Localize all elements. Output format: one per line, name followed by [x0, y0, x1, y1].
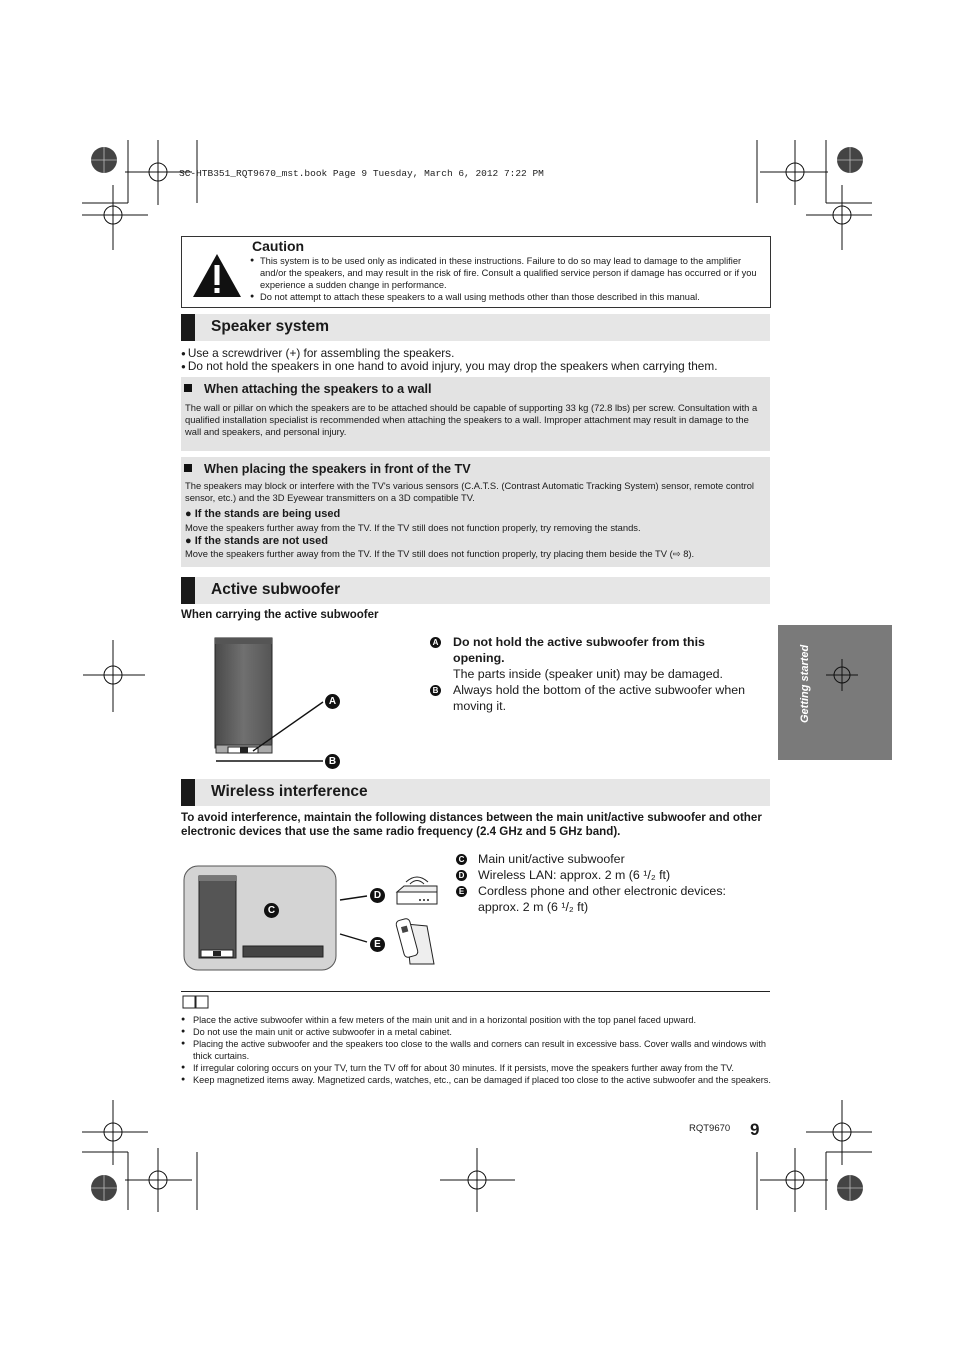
callout-c: C	[264, 903, 279, 918]
note-item: ● Do not use the main unit or active subwoofer in a metal cabinet.	[181, 1026, 771, 1038]
callout-b: B	[325, 754, 340, 769]
tv-placement-box	[181, 457, 770, 567]
wall-attach-box	[181, 377, 770, 451]
note-item: ● Placing the active subwoofer and the speakers too close to the walls and corners can result in excessive bass. Cover walls and windows with thick curtains.	[181, 1038, 771, 1062]
tv-placement-heading: When placing the speakers in front of the TV	[184, 462, 471, 476]
stands-used-heading: ● If the stands are being used	[185, 508, 341, 520]
document-code: RQT9670	[689, 1123, 731, 1134]
caution-title: Caution	[252, 238, 305, 254]
callout-d: D	[370, 888, 385, 903]
note-item: ● Keep magnetized items away. Magnetized cards, watches, etc., can be damaged if placed too close to the active subwoofer and the speakers.	[181, 1074, 771, 1086]
wireless-distance-illustration	[182, 864, 442, 974]
registration-mark-icon	[822, 655, 862, 695]
stands-not-used-heading: ● If the stands are not used	[185, 535, 328, 547]
item-a: A Do not hold the active subwoofer from this opening. The parts inside (speaker unit) may be damaged.	[430, 634, 750, 682]
notes-list	[181, 1014, 771, 1086]
note-item: ● If irregular coloring occurs on your TV, turn the TV off for about 30 minutes. If it persists, move the speakers further away from the TV.	[181, 1062, 771, 1074]
warning-triangle-icon	[191, 251, 243, 299]
notes-divider	[181, 991, 770, 992]
section-title: Speaker system	[211, 318, 330, 335]
section-title: Wireless interference	[211, 783, 368, 800]
stands-used-text: Move the speakers further away from the TV. If the TV still does not function properly, try removing the stands.	[185, 522, 641, 533]
wall-attach-text: The wall or pillar on which the speakers are to be attached should be capable of supporting 33 kg (72.8 lbs) per screw. Consultation with a qualified installation specialist is recommended when attaching the speakers to a wall. Improper attachment may result in damage to the wall and speakers, and personal injury.	[185, 402, 758, 437]
caution-item: ● This system is to be used only as indicated in these instructions. Failure to do so may lead to damage to the amplifier and/or the speakers, and may result in the risk of fire. Consult a qualified service person if damage has occurred or if you experience a sudden change in performance.	[250, 255, 758, 291]
print-header: SC-HTB351_RQT9670_mst.book Page 9 Tuesday, March 6, 2012 7:22 PM	[179, 168, 544, 179]
section-wireless-interference	[181, 779, 770, 806]
side-tab-label: Getting started	[799, 644, 811, 723]
side-tab-getting-started	[778, 625, 892, 760]
bullet-item: ● Do not hold the speakers in one hand to avoid injury, you may drop the speakers when carrying them.	[181, 359, 717, 373]
wall-attach-heading: When attaching the speakers to a wall	[184, 382, 431, 396]
tv-placement-text: The speakers may block or interfere with the TV's various sensors (C.A.T.S. (Contrast Automatic Tracking System) sensor, remote control sensor, etc.) and the 3D Eyewear transmitters on a 3D compatible TV.	[185, 480, 755, 503]
bullet-item: ● Use a screwdriver (+) for assembling the speakers.	[181, 346, 454, 360]
item-d: D Wireless LAN: approx. 2 m (6 ¹/₂ ft)	[456, 867, 756, 883]
item-b: B Always hold the bottom of the active subwoofer when moving it.	[430, 682, 760, 714]
section-title: Active subwoofer	[211, 581, 341, 598]
callout-e: E	[370, 937, 385, 952]
carrying-heading: When carrying the active subwoofer	[181, 609, 379, 621]
item-c: C Main unit/active subwoofer	[456, 851, 756, 867]
book-icon	[182, 995, 210, 1009]
page-number: 9	[750, 1120, 760, 1139]
section-active-subwoofer	[181, 577, 770, 604]
caution-list	[250, 255, 758, 303]
item-e: E Cordless phone and other electronic devices: approx. 2 m (6 ¹/₂ ft)	[456, 883, 766, 915]
stands-not-used-text: Move the speakers further away from the TV. If the TV still does not function properly, try placing them beside the TV (⇨ 8).	[185, 548, 695, 559]
caution-item: ● Do not attempt to attach these speakers to a wall using methods other than those described in this manual.	[250, 291, 758, 303]
wireless-intro: To avoid interference, maintain the following distances between the main unit/active subwoofer and other electronic devices that use the same radio frequency (2.4 GHz and 5 GHz band).	[181, 811, 762, 838]
callout-a: A	[325, 694, 340, 709]
caution-box	[181, 236, 771, 308]
section-speaker-system	[181, 314, 770, 341]
note-item: ● Place the active subwoofer within a few meters of the main unit and in a horizontal position with the top panel faced upward.	[181, 1014, 771, 1026]
